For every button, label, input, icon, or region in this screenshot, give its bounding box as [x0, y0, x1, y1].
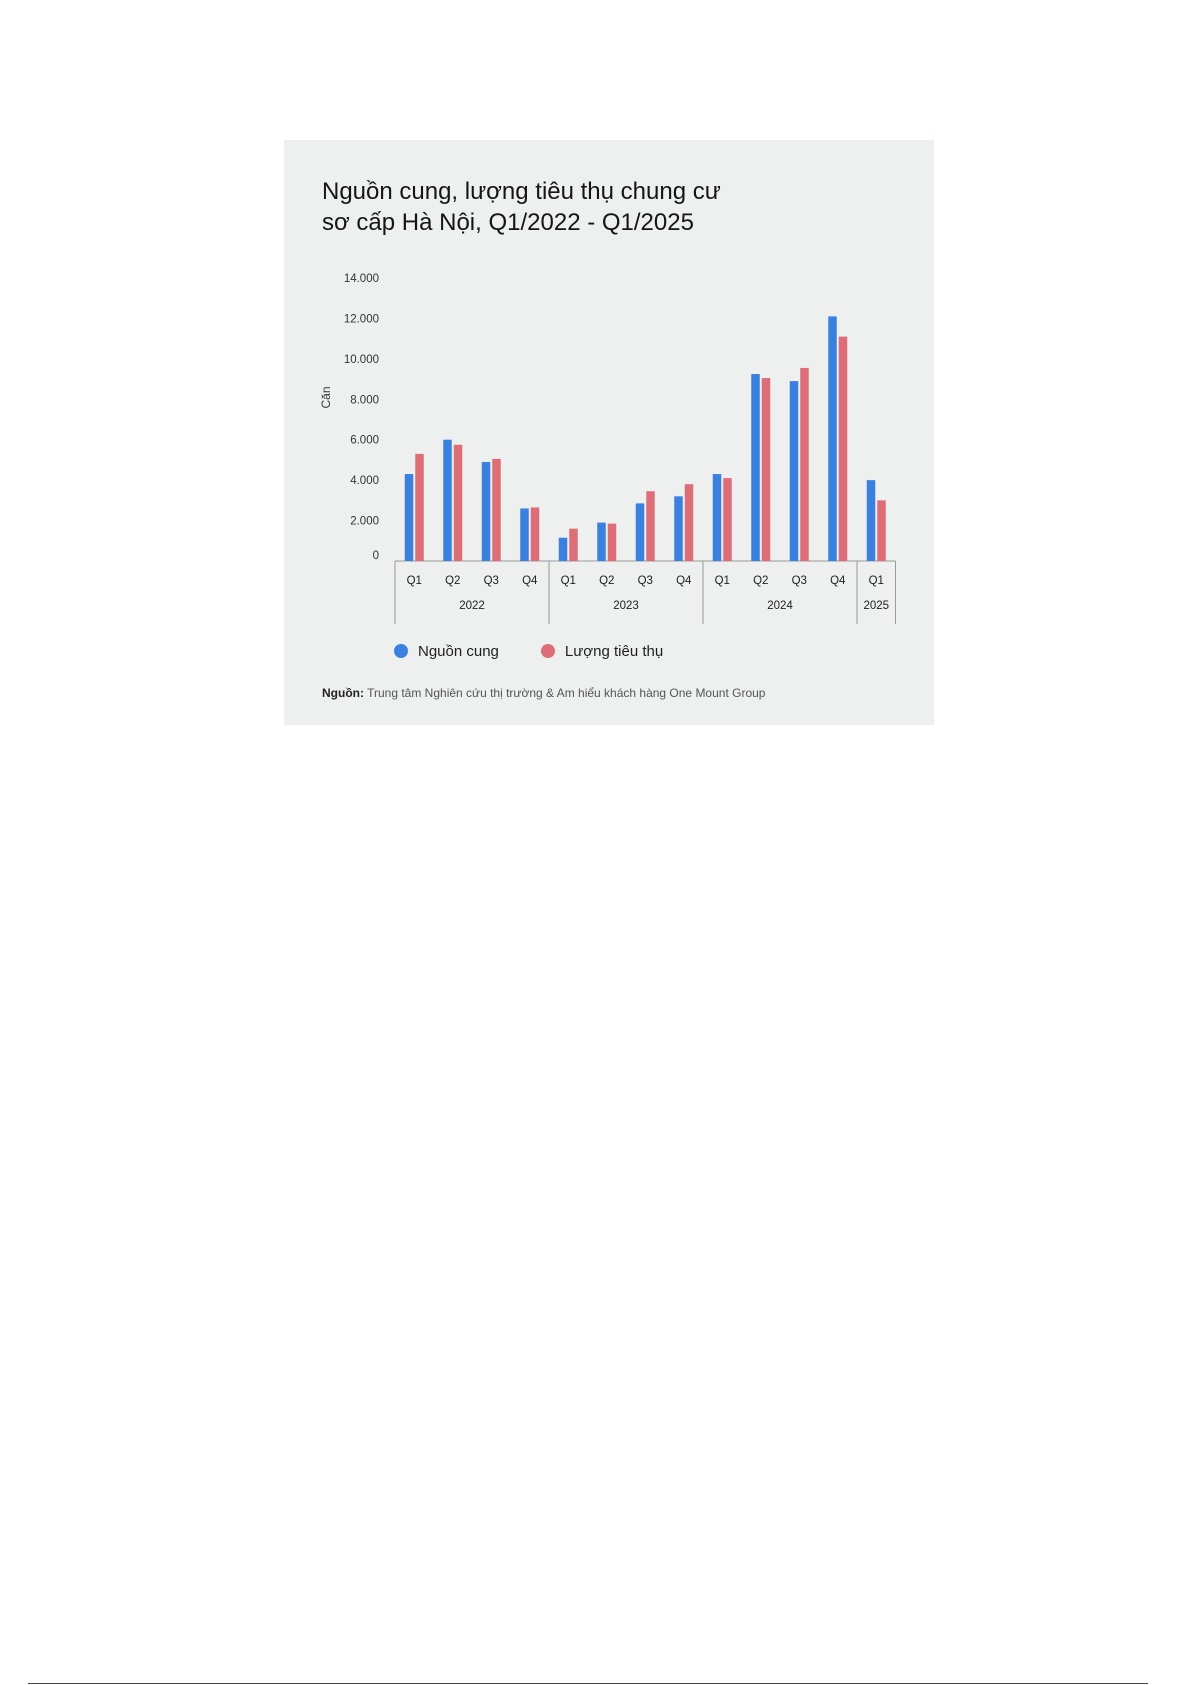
x-tick-label: Q4 [676, 575, 692, 587]
bar-supply [443, 440, 452, 561]
x-tick-label: Q1 [868, 575, 884, 587]
y-tick-label: 0 [372, 550, 379, 562]
y-tick-label: 14.000 [343, 273, 379, 285]
bar-supply [713, 474, 722, 561]
bar-consumption [800, 368, 809, 561]
x-group-label: 2023 [613, 600, 639, 612]
bar-supply [482, 462, 491, 561]
bar-supply [559, 538, 568, 561]
x-tick-label: Q4 [830, 575, 846, 587]
chart-title-line-2: sơ cấp Hà Nội, Q1/2022 - Q1/2025 [322, 209, 694, 236]
y-tick-label: 6.000 [350, 434, 379, 447]
bar-supply [520, 508, 529, 561]
legend-item-supply [394, 643, 499, 660]
x-tick-label: Q3 [637, 575, 653, 587]
legend-swatch-consumption [541, 644, 555, 658]
source-label: Nguồn: [322, 686, 364, 700]
x-tick-label: Q4 [522, 575, 538, 587]
page-bottom-rule [28, 1683, 1148, 1684]
x-group-label: 2022 [459, 600, 485, 612]
x-group-label: 2024 [767, 600, 793, 612]
bar-chart [284, 140, 934, 630]
bar-consumption [839, 337, 848, 561]
x-tick-label: Q2 [599, 575, 615, 587]
y-tick-label: 10.000 [343, 353, 379, 366]
bar-supply [828, 316, 837, 561]
bar-supply [790, 381, 799, 561]
bar-consumption [415, 454, 424, 561]
bar-supply [674, 496, 683, 561]
bar-consumption [608, 524, 617, 561]
legend-label-supply: Nguồn cung [418, 642, 499, 660]
bar-consumption [531, 507, 540, 561]
x-tick-label: Q1 [560, 575, 576, 587]
bar-consumption [762, 378, 771, 561]
x-tick-label: Q2 [445, 575, 461, 587]
y-tick-label: 4.000 [350, 475, 379, 488]
source-text: Trung tâm Nghiên cứu thị trường & Am hiểu khách hàng One Mount Group [367, 686, 766, 700]
chart-legend [394, 640, 705, 662]
bar-supply [751, 374, 760, 561]
x-tick-label: Q2 [753, 575, 769, 587]
legend-label-consumption: Lượng tiêu thụ [564, 642, 664, 660]
x-tick-label: Q3 [791, 575, 807, 587]
bar-consumption [685, 484, 694, 561]
bar-consumption [454, 445, 463, 561]
y-tick-label: 2.000 [350, 515, 379, 528]
bar-supply [636, 503, 645, 561]
bar-supply [405, 474, 414, 561]
legend-item-consumption [541, 643, 663, 660]
x-tick-label: Q1 [406, 575, 422, 587]
x-group-label: 2025 [863, 600, 890, 612]
bar-consumption [877, 500, 886, 561]
y-tick-label: 8.000 [350, 394, 379, 407]
bar-supply [867, 480, 876, 561]
x-tick-label: Q1 [714, 575, 730, 587]
chart-card [284, 140, 934, 725]
bar-supply [597, 523, 606, 561]
bar-consumption [723, 478, 732, 561]
chart-title-line-1: Nguồn cung, lượng tiêu thụ chung cư [322, 178, 721, 205]
bar-consumption [569, 529, 578, 561]
bar-consumption [646, 491, 655, 561]
y-axis-label: Căn [319, 386, 333, 409]
x-tick-label: Q3 [483, 575, 499, 587]
y-tick-label: 12.000 [343, 313, 379, 326]
bar-consumption [492, 459, 501, 561]
source-note [322, 686, 765, 700]
legend-swatch-supply [394, 644, 408, 658]
